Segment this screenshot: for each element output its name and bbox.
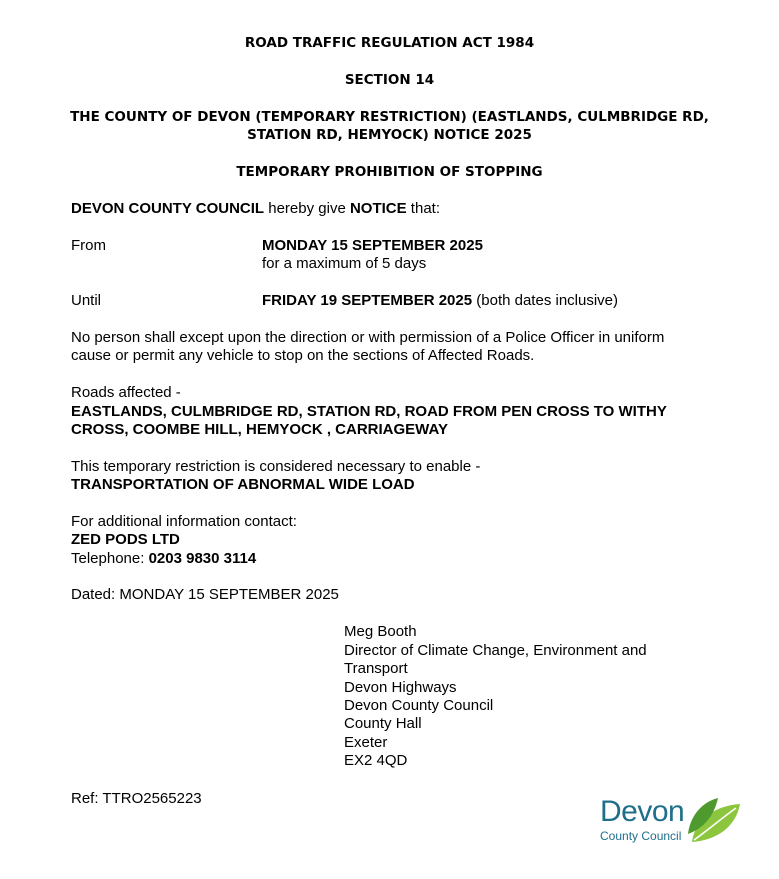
signatory-role-line2: Transport (344, 660, 408, 677)
roads-line1: EASTLANDS, CULMBRIDGE RD, STATION RD, ROAD FROM PEN CROSS TO WITHY (71, 403, 667, 420)
logo-wordmark: Devon (600, 795, 685, 828)
devon-logo (598, 796, 748, 848)
header-act: ROAD TRAFFIC REGULATION ACT 1984 (244, 35, 535, 51)
signatory-name: Meg Booth (344, 623, 417, 640)
from-label: From (71, 237, 106, 254)
from-date: MONDAY 15 SEPTEMBER 2025 (262, 237, 483, 254)
until-note: (both dates inclusive) (472, 292, 618, 309)
notice-intro (71, 200, 440, 218)
council-name: DEVON COUNTY COUNCIL (71, 200, 265, 217)
from-duration: for a maximum of 5 days (262, 255, 427, 272)
signatory-city: Exeter (344, 734, 388, 751)
notice-subtitle: TEMPORARY PROHIBITION OF STOPPING (236, 164, 543, 180)
hereby-give-text: hereby give (264, 200, 350, 217)
telephone-label: Telephone: (71, 550, 149, 567)
until-row (262, 292, 618, 310)
until-label: Until (71, 292, 102, 309)
until-date: FRIDAY 19 SEPTEMBER 2025 (262, 292, 473, 309)
notice-word: NOTICE (349, 200, 407, 217)
contact-telephone (71, 550, 256, 568)
contact-company: ZED PODS LTD (71, 531, 180, 548)
restriction-line1: No person shall except upon the direction or with permission of a Police Officer in uniform (71, 329, 665, 346)
dated-line: Dated: MONDAY 15 SEPTEMBER 2025 (71, 586, 339, 603)
logo-subtitle: County Council (600, 829, 682, 843)
roads-label: Roads affected - (71, 384, 181, 401)
reference: Ref: TTRO2565223 (71, 790, 202, 807)
leaf-icon (684, 796, 744, 846)
signatory-postcode: EX2 4QD (344, 752, 408, 769)
contact-label: For additional information contact: (71, 513, 297, 530)
notice-title-line1: THE COUNTY OF DEVON (TEMPORARY RESTRICTION) (EASTLANDS, CULMBRIDGE RD, (70, 109, 709, 125)
signatory-role-line1: Director of Climate Change, Environment and (344, 642, 647, 659)
signatory-org: Devon County Council (344, 697, 494, 714)
reason-label: This temporary restriction is considered necessary to enable - (71, 458, 481, 475)
restriction-line2: cause or permit any vehicle to stop on the sections of Affected Roads. (71, 347, 535, 364)
header-section: SECTION 14 (344, 72, 435, 88)
telephone-number: 0203 9830 3114 (148, 550, 257, 567)
signatory-dept: Devon Highways (344, 679, 457, 696)
notice-title-line2: STATION RD, HEMYOCK) NOTICE 2025 (247, 127, 532, 143)
signatory-building: County Hall (344, 715, 422, 732)
that-text: that: (406, 200, 440, 217)
roads-line2: CROSS, COOMBE HILL, HEMYOCK , CARRIAGEWAY (71, 421, 448, 438)
reason-value: TRANSPORTATION OF ABNORMAL WIDE LOAD (71, 476, 415, 493)
